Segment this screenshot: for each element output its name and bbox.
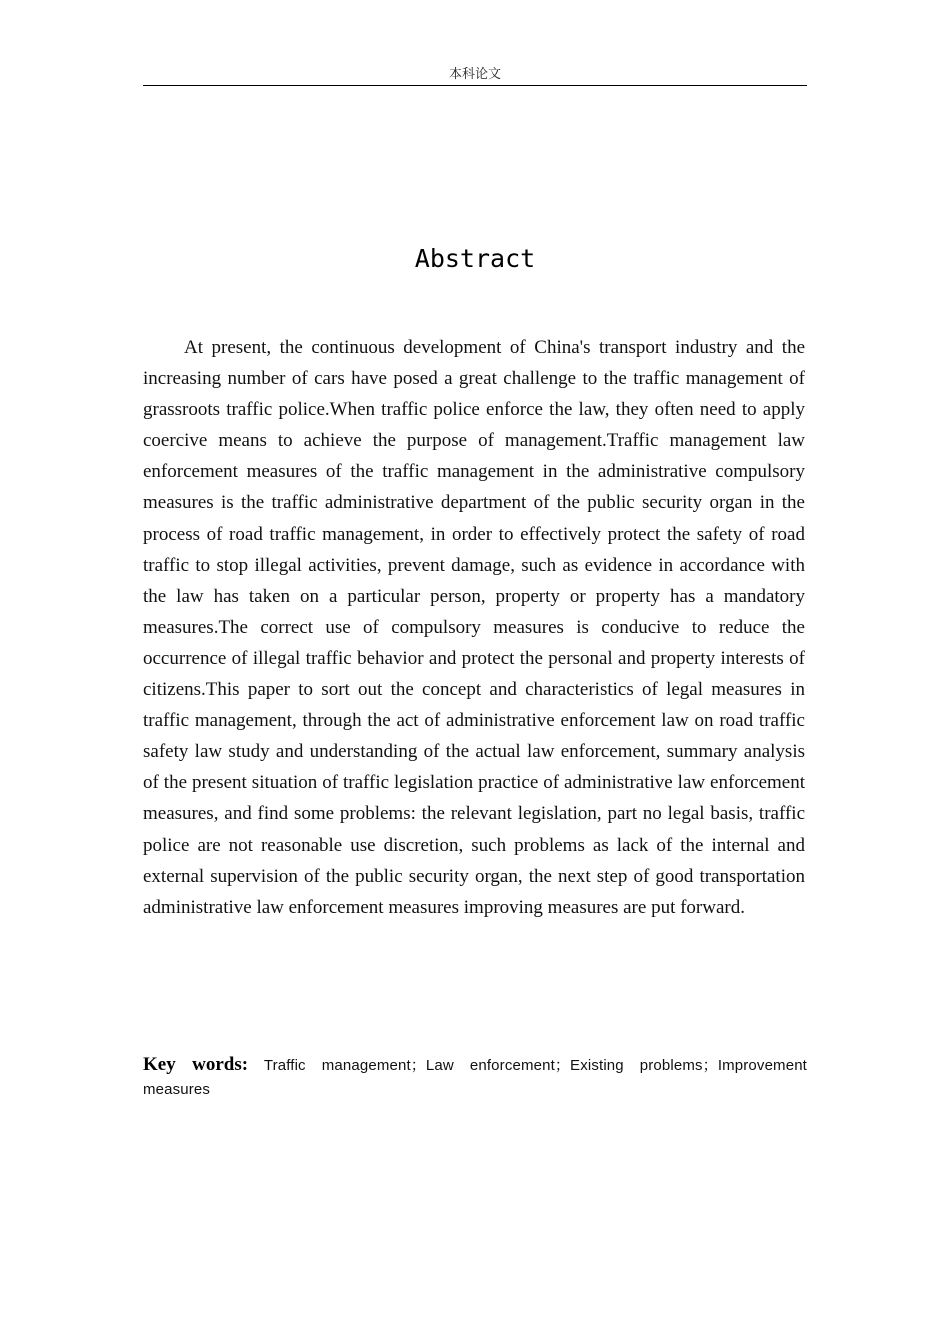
keywords-label: Key words:: [143, 1054, 249, 1075]
abstract-title: Abstract: [414, 244, 536, 273]
running-header: 本科论文: [448, 67, 501, 82]
header-rule: [143, 85, 807, 86]
keywords-text: Traffic management；Law enforcement；Existing problems；Improvement measures: [143, 1057, 808, 1098]
keywords-line: [143, 1053, 807, 1102]
abstract-body: At present, the continuous development of China's transport industry and the increasing number of cars have posed a great challenge to the traffic management of grassroots traffic police.When traffic police enforce the law, they often need to apply coercive means to achieve the purpose of management.Traffic management law enforcement measures of the traffic management in the administrative compulsory measures is the traffic administrative department of the public security organ in the process of road traffic management, in order to effectively protect the safety of road traffic to stop illegal activities, prevent damage, such as evidence in accordance with the law has taken on a particular person, property or property has a mandatory measures.The correct use of compulsory measures is conducive to reduce the occurrence of illegal traffic behavior and protect the personal and property interests of citizens.This paper to sort out the concept and characteristics of legal measures in traffic management, through the act of administrative enforcement law on road traffic safety law study and understanding of the actual law enforcement, summary analysis of the present situation of traffic legislation practice of administrative law enforcement measures, and find some problems: the relevant legislation, part no legal basis, traffic police are not reasonable use discretion, such problems as lack of the internal and external supervision of the public security organ, the next step of good transportation administrative law enforcement measures improving measures are put forward.: [143, 337, 805, 918]
